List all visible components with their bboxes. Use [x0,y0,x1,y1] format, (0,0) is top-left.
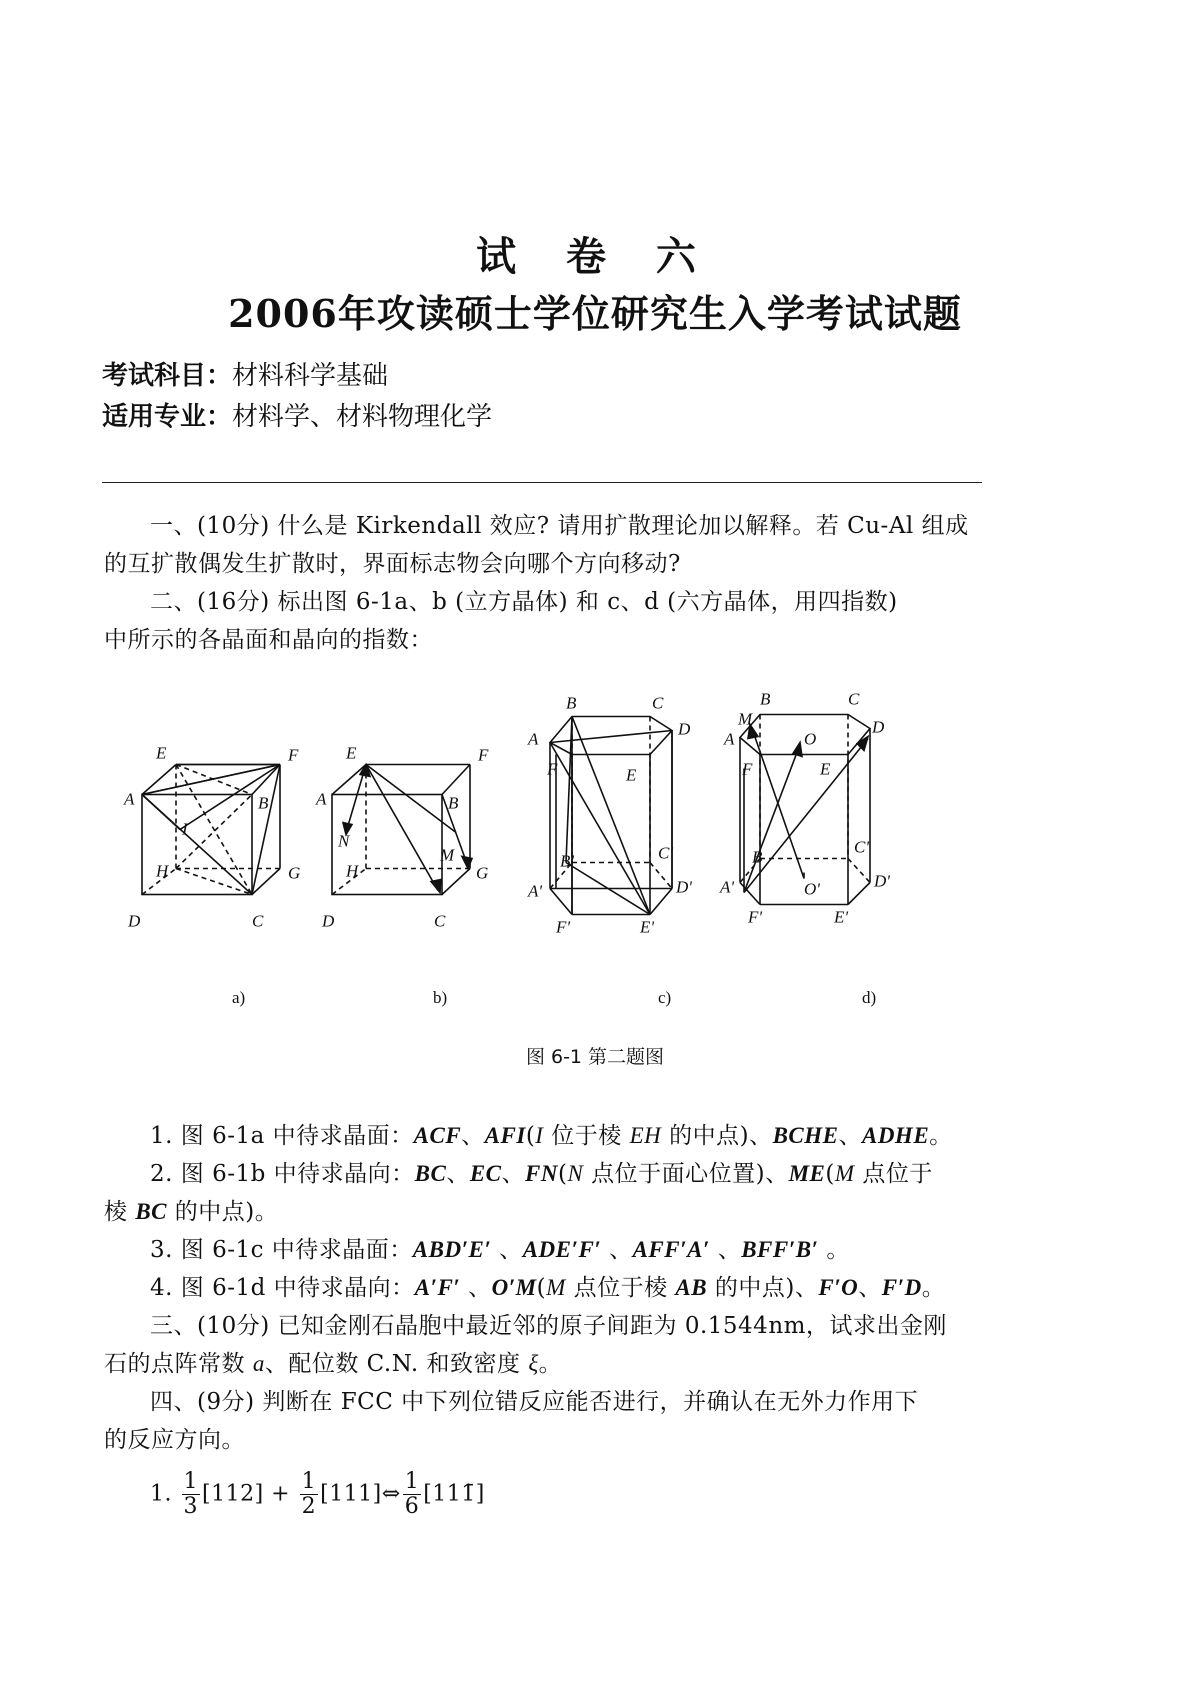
item-3-sep1: 、 [491,1237,523,1263]
item-4-sep1: 、 [460,1275,492,1301]
question-3 [104,1307,984,1383]
item-2-fn: FN [525,1161,558,1186]
label-a-F: F [288,745,299,765]
equation-1 [104,1470,984,1519]
item-2-line2a: 棱 [104,1199,136,1225]
label-d-C-prime: C' [854,837,869,857]
item-2-bc: BC [414,1161,447,1186]
item-2 [104,1155,984,1231]
item-3-end: 。 [818,1237,850,1263]
item-4-ab: AB [675,1275,708,1300]
figure-6-1 [120,655,1000,1010]
label-a-I: I [182,819,188,839]
label-b-E: E [346,743,357,763]
label-b-C: C [434,911,446,931]
label-d-D: D [872,717,885,737]
sub-label-a: a) [232,988,246,1007]
item-2-m: M [834,1161,855,1186]
eq1-frac3 [403,1470,422,1519]
item-2-line2c: 的中点)。 [167,1199,279,1225]
label-a-H: H [156,861,169,881]
eq1-frac1-num: 1 [183,1469,198,1494]
item-1 [104,1117,984,1155]
eq1-frac2-den: 2 [301,1494,317,1519]
eq1-arrow: ⇔ [381,1481,401,1507]
exam-title: 2006年攻读硕士学位研究生入学考试试题 [228,291,962,336]
major-value: 材料学、材料物理化学 [232,402,493,432]
label-c-B: B [566,693,577,713]
label-b-B: B [448,793,459,813]
sub-label-b: b) [433,988,448,1007]
q3-a: a [252,1351,265,1376]
item-1-sep1: 、 [461,1123,485,1149]
q2-line2: 中所示的各晶面和晶向的指数： [104,627,433,653]
label-d-O: O [804,729,817,749]
label-d-B: B [760,689,771,709]
label-d-D-prime: D' [874,871,890,891]
label-d-E-prime: E' [834,907,849,927]
paper-number: 试 卷 六 [476,233,714,280]
label-d-F: F [742,759,753,779]
label-c-B-prime: B' [560,851,575,871]
label-b-A: A [316,789,327,809]
label-b-D: D [322,911,335,931]
label-c-D: D [678,719,691,739]
item-3-sep2: 、 [601,1237,633,1263]
item-1-eh: EH [629,1123,662,1148]
question-1 [104,507,984,583]
label-b-N: N [338,831,350,851]
item-4-af: A′F′ [414,1275,461,1300]
item-1-end: 。 [929,1123,953,1149]
eq1-frac2-num: 1 [301,1469,317,1494]
question-2 [104,583,984,659]
label-a-E: E [156,743,167,763]
item-3-p2: ADE′F′ [522,1237,602,1262]
eq1-vec1: [112] [202,1481,264,1507]
eq1-vec2: [111] [320,1481,382,1507]
question-4 [104,1383,984,1459]
q4-line2: 的反应方向。 [104,1427,245,1453]
eq1-frac3-den: 6 [404,1494,420,1519]
item-4-sep2: 、 [858,1275,882,1301]
item-4-paren: ( [536,1275,547,1301]
item-1-mid: 位于棱 [543,1123,630,1149]
label-a-D: D [128,911,141,931]
subject-value: 材料科学基础 [232,361,389,391]
item-4 [104,1269,984,1307]
label-a-G: G [288,863,301,883]
item-4-end: 。 [921,1275,946,1301]
sub-label-c: c) [658,988,672,1007]
figure-caption: 图 6-1 第二题图 [525,1046,665,1068]
item-1-prefix: 1. 图 6-1a 中待求晶面： [150,1123,414,1149]
header-divider [102,482,982,483]
item-4-mid: 点位于棱 [565,1275,676,1301]
eq1-frac2 [300,1470,319,1519]
label-c-C: C [652,693,664,713]
item-3-p3: AFF′A′ [632,1237,710,1262]
eq1-frac1-den: 3 [183,1494,198,1519]
label-b-G: G [476,863,489,883]
eq1-frac1 [182,1470,201,1519]
figure-c-hexprism [550,717,672,915]
item-2-paren2: ( [825,1161,835,1187]
label-c-C-prime: C' [658,843,673,863]
item-4-fd: F′D [881,1275,922,1300]
item-2-prefix: 2. 图 6-1b 中待求晶向： [150,1161,415,1187]
major-label: 适用专业： [102,402,233,432]
label-d-O-prime: O' [804,879,820,899]
item-4-prefix: 4. 图 6-1d 中待求晶向： [150,1275,415,1301]
eq1-vec3: [111̄] [423,1481,485,1507]
label-d-E: E [820,759,831,779]
label-a-B: B [258,793,269,813]
item-3-p1: ABD′E′ [412,1237,492,1262]
item-1-acf: ACF [413,1123,462,1148]
item-1-bche: BCHE [772,1123,839,1148]
q3-line2b: 、配位数 C.N. 和致密度 [264,1351,529,1377]
item-2-mid1: 点位于面心位置)、 [583,1161,789,1187]
item-2-mid2: 点位于 [854,1161,933,1187]
item-2-paren1: ( [557,1161,568,1187]
subject-line [102,355,388,392]
eq1-frac3-num: 1 [404,1469,420,1494]
major-line [102,396,492,433]
label-b-H: H [346,861,359,881]
item-4-mid2: 的中点)、 [707,1275,819,1301]
label-b-F: F [478,745,489,765]
item-1-adhe: ADHE [861,1123,930,1148]
item-2-line2-bc: BC [135,1199,167,1224]
eq1-plus: + [271,1481,291,1507]
label-c-F: F [547,759,558,779]
label-d-B-lower: B [752,847,763,867]
q1-line2: 的互扩散偶发生扩散时，界面标志物会向哪个方向移动? [104,551,681,577]
label-c-E: E [626,765,637,785]
label-d-C: C [848,689,860,709]
item-2-ec: EC [469,1161,502,1186]
label-c-D-prime: D' [676,877,692,897]
label-c-A-prime: A' [528,881,543,901]
item-2-sep2: 、 [501,1161,526,1187]
label-d-A: A [724,729,735,749]
eq1-prefix: 1. [150,1481,172,1507]
label-b-M: M [440,845,455,865]
item-3 [104,1231,984,1269]
label-a-A: A [124,789,135,809]
item-1-mid2: 的中点)、 [661,1123,773,1149]
item-2-me: ME [788,1161,826,1186]
q3-line2c: 。 [538,1351,563,1377]
figure-c-labels [527,694,692,937]
label-a-C: C [252,911,264,931]
item-2-n: N [567,1161,584,1186]
item-4-fo: F′O [818,1275,859,1300]
label-c-A: A [528,729,539,749]
item-2-sep1: 、 [446,1161,470,1187]
label-d-F-prime: F' [748,907,763,927]
q4-line1: 四、(9分) 判断在 FCC 中下列位错反应能否进行，并确认在无外力作用下 [150,1389,919,1415]
q3-line2a: 石的点阵常数 [104,1351,253,1377]
q3-line1: 三、(10分) 已知金刚石晶胞中最近邻的原子间距为 0.1544nm，试求出金刚 [150,1313,947,1339]
label-d-M: M [738,709,753,729]
label-c-E-prime: E' [640,917,655,937]
item-4-om: O′M [491,1275,537,1300]
item-1-sep2: 、 [838,1123,862,1149]
item-1-paren: ( [525,1123,536,1149]
item-3-sep3: 、 [709,1237,742,1263]
q2-line1: 二、(16分) 标出图 6-1a、b (立方晶体) 和 c、d (六方晶体，用四指数) [150,589,898,615]
item-3-prefix: 3. 图 6-1c 中待求晶面： [150,1237,413,1263]
label-c-F-prime: F' [556,917,571,937]
item-1-i: I [535,1123,544,1148]
label-d-A-prime: A' [720,877,735,897]
sub-label-d: d) [862,988,877,1007]
q1-line1: 一、(10分) 什么是 Kirkendall 效应? 请用扩散理论加以解释。若 Cu-Al 组成 [150,513,969,539]
item-4-m: M [546,1275,566,1300]
item-3-p4: BFF′B′ [741,1237,819,1262]
subject-label: 考试科目： [102,361,233,391]
item-1-afi: AFI [484,1123,526,1148]
q3-xi: ξ [528,1351,539,1376]
